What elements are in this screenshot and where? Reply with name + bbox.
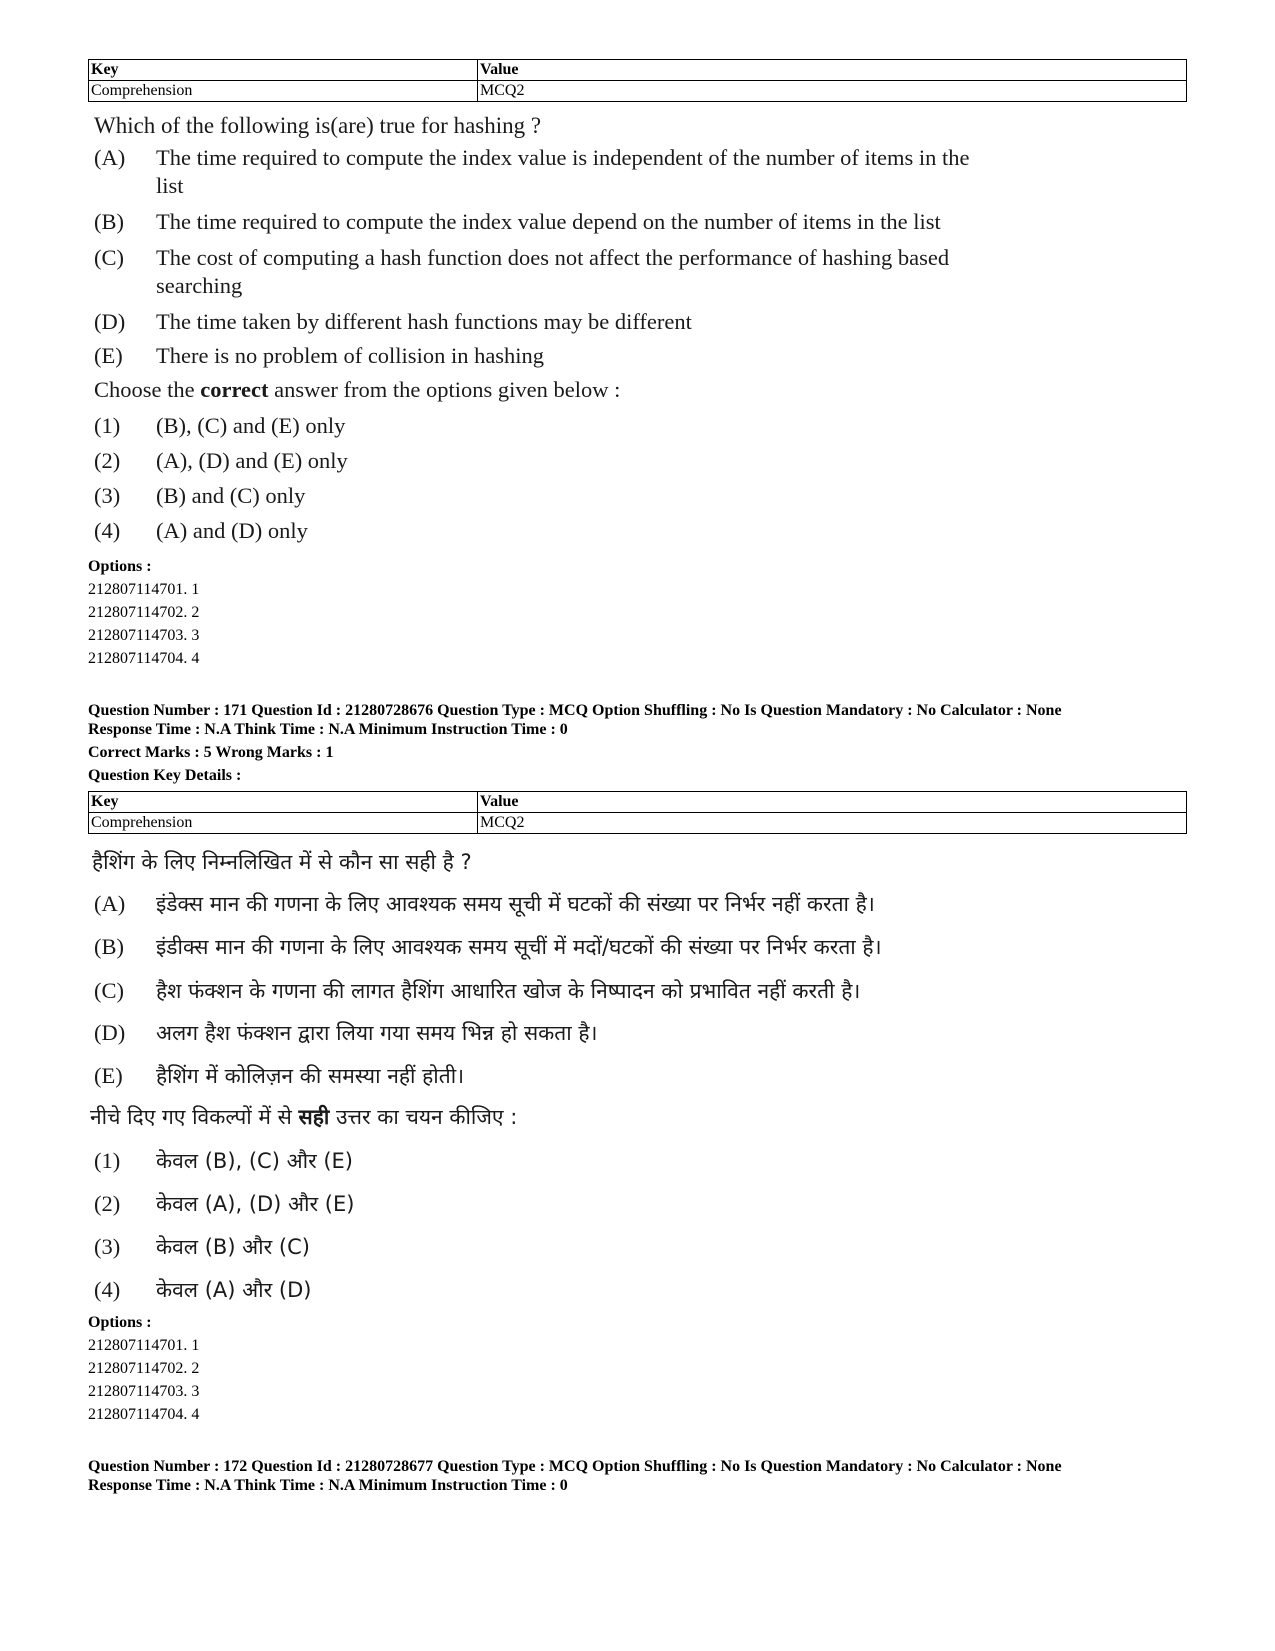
answer-text: (A), (D) and (E) only	[156, 448, 348, 473]
statement-text: The time taken by different hash functions may be different	[156, 309, 692, 334]
option-id: 212807114703. 3	[88, 1383, 200, 1400]
statement-a	[94, 144, 1194, 204]
statement-label: (D)	[94, 309, 126, 334]
answer-option-3	[94, 1233, 694, 1265]
statement-a	[94, 890, 1194, 922]
option-id: 212807114701. 1	[88, 1337, 200, 1354]
answer-label: (4)	[94, 518, 121, 543]
statement-label: (A)	[94, 891, 126, 916]
answer-label: (2)	[94, 1191, 121, 1216]
choose-emphasis: correct	[200, 377, 269, 402]
answer-option-4	[94, 1276, 694, 1308]
statement-label: (E)	[94, 343, 123, 368]
option-id: 212807114704. 4	[88, 650, 200, 667]
answer-label: (2)	[94, 448, 121, 473]
answer-option-1	[94, 412, 694, 442]
table-cell-value: MCQ2	[478, 81, 1187, 102]
statement-e	[94, 342, 1194, 372]
statement-text: इंडेक्स मान की गणना के लिए आवश्यक समय सूची में घटकों की संख्या पर निर्भर नहीं करता है।	[156, 892, 875, 916]
option-id: 212807114702. 2	[88, 604, 200, 621]
table-header-value: Value	[478, 60, 1187, 81]
answer-text: केवल (A) और (D)	[156, 1278, 312, 1302]
table-header-row	[89, 792, 1187, 813]
options-heading: Options :	[88, 558, 152, 575]
statement-text-continued: searching	[156, 273, 243, 298]
answer-text: केवल (B) और (C)	[156, 1235, 310, 1259]
answer-option-1	[94, 1147, 694, 1179]
option-id: 212807114704. 4	[88, 1406, 200, 1423]
key-value-table	[88, 59, 1187, 102]
table-cell-value: MCQ2	[478, 813, 1187, 834]
table-row	[89, 813, 1187, 834]
choose-instruction	[94, 376, 1194, 404]
answer-option-2	[94, 447, 694, 477]
question-text: Which of the following is(are) true for hashing ?	[94, 113, 542, 138]
statement-label: (D)	[94, 1020, 126, 1045]
question-meta-line: Response Time : N.A Think Time : N.A Minimum Instruction Time : 0	[88, 721, 568, 738]
table-header-key: Key	[89, 792, 478, 813]
marks-line: Correct Marks : 5 Wrong Marks : 1	[88, 744, 334, 761]
statement-c	[94, 977, 1194, 1009]
statement-text: There is no problem of collision in hashing	[156, 343, 545, 368]
answer-label: (1)	[94, 1148, 121, 1173]
choose-instruction	[90, 1103, 1190, 1131]
statement-label: (C)	[94, 245, 124, 270]
answer-label: (4)	[94, 1277, 121, 1302]
question-text: हैशिंग के लिए निम्नलिखित में से कौन सा सही है ?	[92, 850, 472, 874]
choose-pre: Choose the	[94, 377, 201, 402]
table-header-value: Value	[478, 792, 1187, 813]
answer-text: (B) and (C) only	[156, 483, 306, 508]
question-meta-line: Question Number : 171 Question Id : 21280728676 Question Type : MCQ Option Shuffling : No Is Question Mandatory : No Calculator : None	[88, 702, 1062, 719]
answer-label: (1)	[94, 413, 121, 438]
answer-option-4	[94, 517, 694, 547]
statement-b	[94, 933, 1194, 965]
statement-text: हैश फंक्शन के गणना की लागत हैशिंग आधारित खोज के निष्पादन को प्रभावित नहीं करती है।	[156, 979, 861, 1003]
table-header-key: Key	[89, 60, 478, 81]
question-meta-line: Response Time : N.A Think Time : N.A Minimum Instruction Time : 0	[88, 1477, 568, 1494]
statement-c	[94, 244, 1194, 304]
statement-d	[94, 308, 1194, 338]
option-id: 212807114701. 1	[88, 581, 200, 598]
key-value-table	[88, 791, 1187, 834]
statement-text: अलग हैश फंक्शन द्वारा लिया गया समय भिन्न हो सकता है।	[156, 1021, 598, 1045]
statement-label: (B)	[94, 209, 124, 234]
choose-post: answer from the options given below :	[268, 377, 621, 402]
statement-text: The cost of computing a hash function does not affect the performance of hashing based	[156, 245, 950, 270]
statement-text: इंडीक्स मान की गणना के लिए आवश्यक समय सूचीं में मदों/घटकों की संख्या पर निर्भर करता है।	[156, 935, 882, 959]
answer-text: (A) and (D) only	[156, 518, 308, 543]
question-meta-line: Question Number : 172 Question Id : 21280728677 Question Type : MCQ Option Shuffling : No Is Question Mandatory : No Calculator : None	[88, 1458, 1062, 1475]
answer-text: केवल (B), (C) और (E)	[156, 1149, 353, 1173]
statement-label: (B)	[94, 934, 124, 959]
statement-b	[94, 208, 1194, 238]
answer-text: (B), (C) and (E) only	[156, 413, 346, 438]
table-header-row	[89, 60, 1187, 81]
statement-text-continued: list	[156, 173, 184, 198]
statement-text: हैशिंग में कोलिज़न की समस्या नहीं होती।	[156, 1064, 465, 1088]
answer-text: केवल (A), (D) और (E)	[156, 1192, 355, 1216]
statement-label: (C)	[94, 978, 124, 1003]
statement-text: The time required to compute the index value depend on the number of items in the list	[156, 209, 941, 234]
choose-pre: नीचे दिए गए विकल्पों में से	[90, 1105, 299, 1129]
statement-label: (A)	[94, 145, 126, 170]
choose-emphasis: सही	[298, 1105, 330, 1129]
table-row	[89, 81, 1187, 102]
statement-d	[94, 1019, 1194, 1051]
answer-option-2	[94, 1190, 694, 1222]
answer-label: (3)	[94, 483, 121, 508]
answer-option-3	[94, 482, 694, 512]
statement-e	[94, 1062, 1194, 1094]
options-heading: Options :	[88, 1314, 152, 1331]
key-details-heading: Question Key Details :	[88, 767, 242, 784]
statement-text: The time required to compute the index value is independent of the number of items in the	[156, 145, 970, 170]
statement-label: (E)	[94, 1063, 123, 1088]
answer-label: (3)	[94, 1234, 121, 1259]
option-id: 212807114703. 3	[88, 627, 200, 644]
option-id: 212807114702. 2	[88, 1360, 200, 1377]
table-cell-key: Comprehension	[89, 81, 478, 102]
table-cell-key: Comprehension	[89, 813, 478, 834]
choose-post: उत्तर का चयन कीजिए :	[329, 1105, 518, 1129]
